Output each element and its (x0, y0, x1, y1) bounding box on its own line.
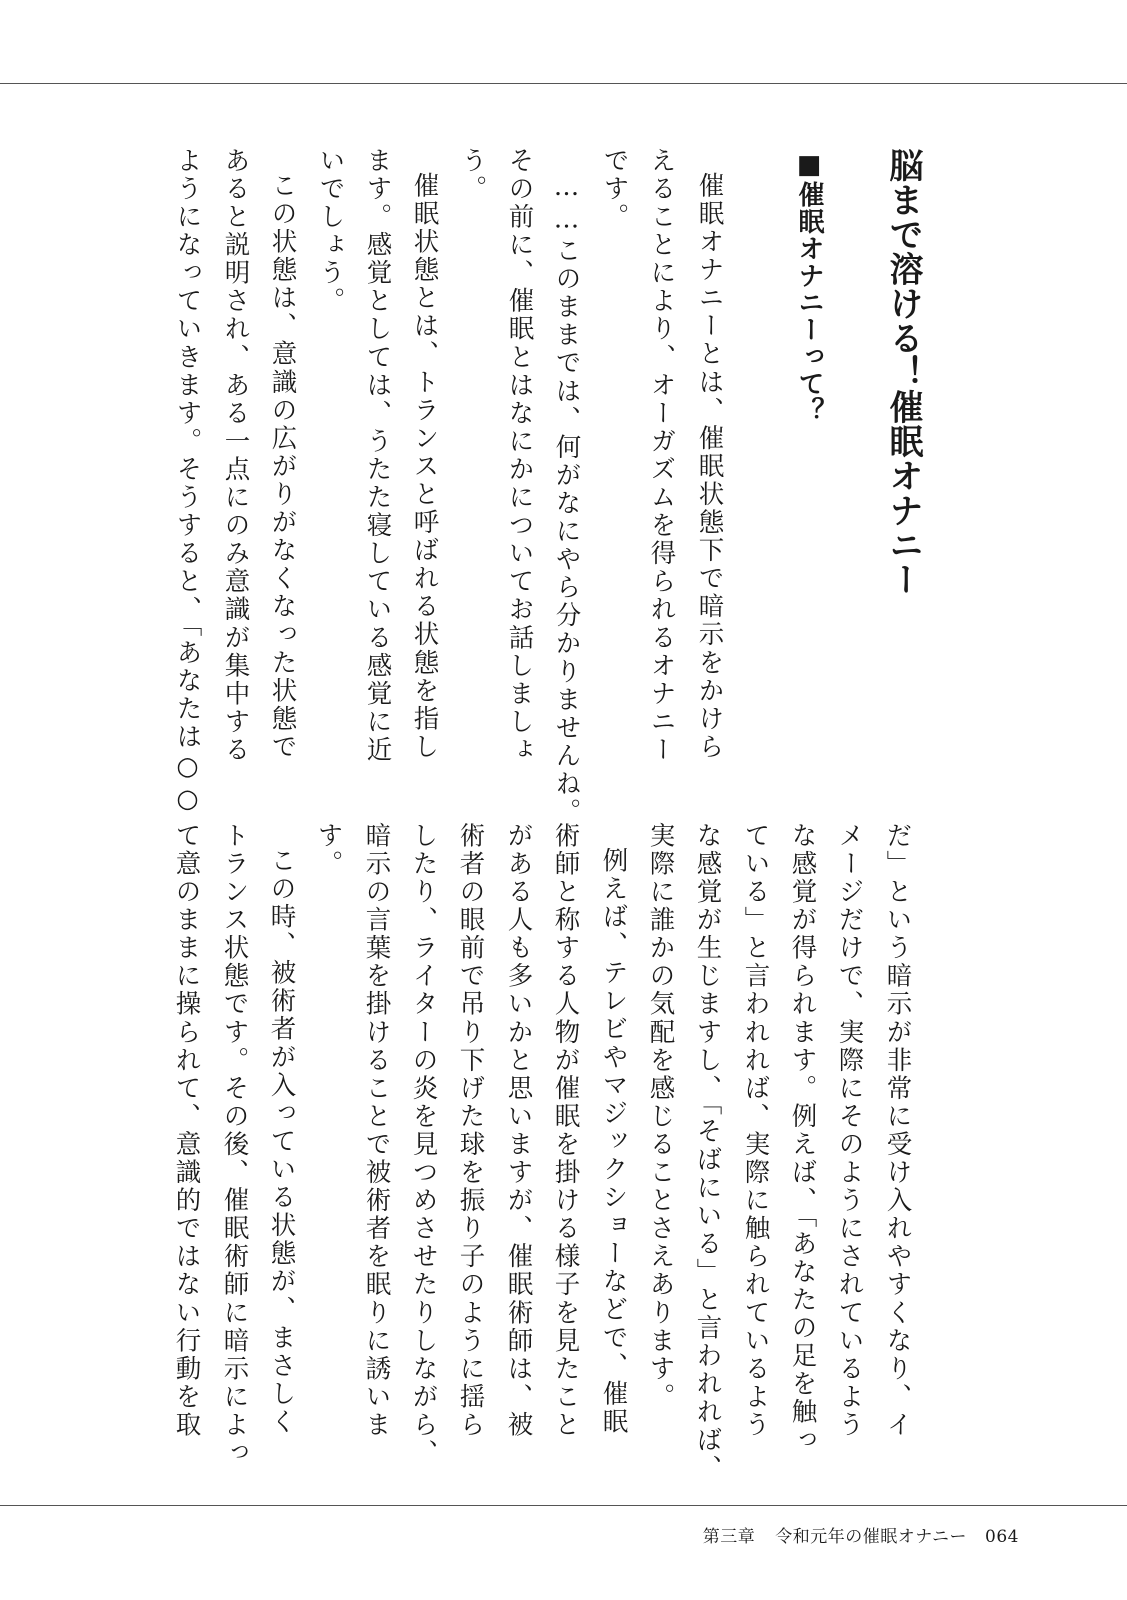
body-column: したり、ライターの炎を見つめさせたりしながら、 (408, 822, 439, 1468)
body-column: だ」という暗示が非常に受け入れやすくなり、イ (882, 822, 913, 1440)
body-column: えることにより、オーガズムを得られるオナニー (646, 147, 677, 765)
page-number: 064 (985, 1527, 1019, 1547)
body-column: あると説明され、ある一点にのみ意識が集中する (220, 147, 251, 765)
body-column: 催眠状態とは、トランスと呼ばれる状態を指し (409, 172, 440, 762)
body-column: 術者の眼前で吊り下げた球を振り子のように揺ら (455, 822, 486, 1440)
section-heading: ■催眠オナニーって？ (794, 150, 824, 424)
body-column: メージだけで、実際にそのようにされているよう (834, 822, 865, 1440)
body-column: 催眠オナニーとは、催眠状態下で暗示をかけら (694, 172, 725, 762)
body-column: な感覚が得られます。例えば、「あなたの足を触っ (787, 822, 818, 1455)
top-rule (0, 83, 1127, 84)
body-column: いでしょう。 (315, 147, 346, 316)
body-column: す。 (313, 822, 344, 879)
body-column: トランス状態です。その後、催眠術師に暗示によっ (219, 822, 250, 1468)
page-title: 脳まで溶ける！催眠オナニー (883, 148, 923, 597)
body-column: ている」と言われれば、実際に触られているよう (740, 822, 771, 1440)
body-column: ……このままでは、何がなにやら分かりませんね。 (551, 172, 582, 827)
body-column: がある人も多いかと思いますが、催眠術師は、被 (503, 822, 534, 1440)
body-column: な感覚が生じますし、「そばにいる」と言われれば、 (692, 822, 723, 1483)
body-column: 例えば、テレビやマジックショーなどで、催眠 (598, 847, 629, 1437)
body-column: です。 (599, 147, 630, 232)
body-column: て意のままに操られて、意識的ではない行動を取 (171, 822, 202, 1440)
body-column: その前に、催眠とはなにかについてお話しましょ (504, 147, 535, 765)
bottom-rule (0, 1505, 1127, 1506)
body-column: う。 (457, 147, 488, 204)
footer-chapter-title: 令和元年の催眠オナニー (775, 1527, 968, 1547)
running-footer (703, 1522, 1019, 1547)
body-column: ます。感覚としては、うたた寝している感覚に近 (362, 147, 393, 765)
body-column: 実際に誰かの気配を感じることさえあります。 (645, 822, 676, 1412)
body-column: 暗示の言葉を掛けることで被術者を眠りに誘いま (361, 822, 392, 1440)
footer-chapter: 第三章 (702, 1527, 756, 1547)
body-column: 術師と称する人物が催眠を掛ける様子を見たこと (550, 822, 581, 1440)
body-column: ようになっていきます。そうすると、「あなたは○○ (172, 147, 203, 817)
body-column: この状態は、意識の広がりがなくなった状態で (267, 172, 298, 762)
body-column: この時、被術者が入っている状態が、まさしく (266, 847, 297, 1437)
